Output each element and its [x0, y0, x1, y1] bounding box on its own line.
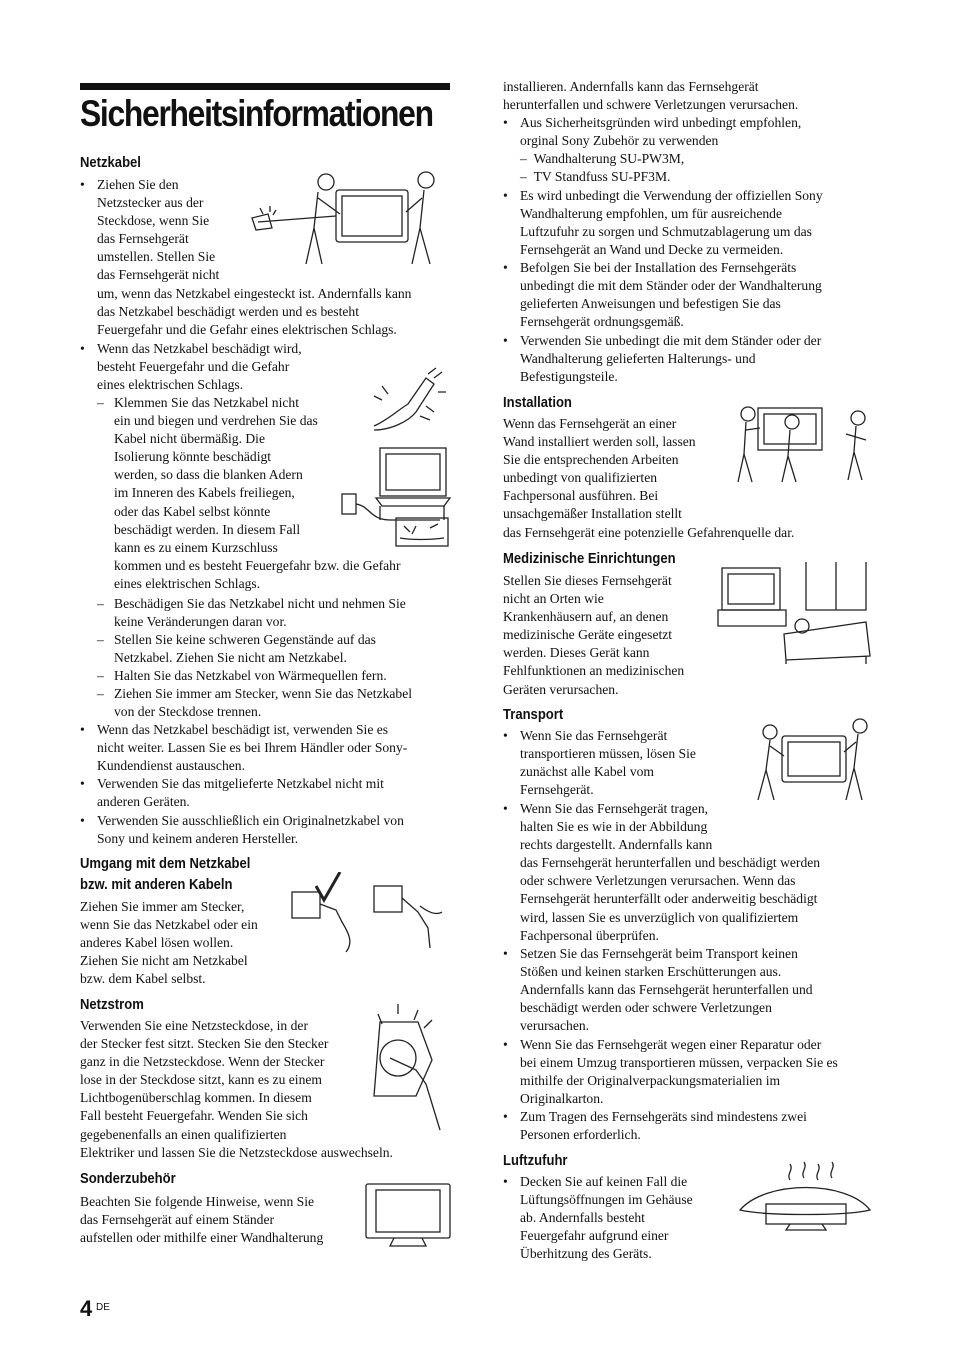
- line: der Stecker fest sitzt. Stecken Sie den Stecker: [80, 1036, 329, 1052]
- line: Krankenhäusern auf, an denen: [503, 609, 669, 625]
- line: Personen erforderlich.: [520, 1127, 641, 1143]
- line: Fachpersonal überprüfen.: [520, 927, 659, 943]
- transport-bullet-1: • Wenn Sie das Fernsehgerät transportieren müssen, lösen Sie zunächst alle Kabel vom Fernsehgerät.: [503, 727, 733, 799]
- line: Wandhalterung empfohlen, um für ausreichende: [520, 206, 782, 222]
- heading-sonder: Sonderzubehör: [80, 1171, 176, 1187]
- line: Luftzufuhr zu sorgen und Schmutzablagerung um das: [520, 224, 812, 240]
- line: Geräten verursachen.: [503, 681, 619, 697]
- line: Wenn Sie das Fernsehgerät wegen einer Reparatur oder: [520, 1037, 822, 1052]
- line: unsachgemäßer Installation stellt: [503, 506, 682, 522]
- transport-bullet-2: • Wenn Sie das Fernsehgerät tragen, halten Sie es wie in der Abbildung rechts dargestellt. Andernfalls kann das Fernsehgerät herunterfallen und beschädigt werden oder schwere Verletzungen verursachen. Wenn das Fernsehgerät herunterfällt oder anderweitig beschädigt wird, lassen Sie es unverzüglich von qualifiziertem Fachpersonal überprüfen.: [503, 800, 875, 945]
- line: zunächst alle Kabel vom: [520, 764, 654, 780]
- line: Lüftungsöffnungen im Gehäuse: [520, 1192, 693, 1208]
- page-lang: DE: [96, 1302, 110, 1313]
- transport-bullet-3: • Setzen Sie das Fernsehgerät beim Transport keinen Stößen und keinen starken Erschütterungen aus. Andernfalls kann das Fernsehgerät herunterfallen und beschädigt werden oder schwere Verletzungen verursachen.: [503, 945, 875, 1035]
- line: medizinische Geräte eingesetzt: [503, 627, 673, 643]
- title-rule: [80, 83, 450, 90]
- line: bzw. dem Kabel selbst.: [80, 971, 206, 987]
- line: Feuergefahr und die Gefahr eines elektrischen Schlags.: [97, 322, 397, 338]
- line: installieren. Andernfalls kann das Fernsehgerät: [503, 79, 759, 94]
- line: anderen Geräten.: [97, 794, 190, 810]
- line: Befestigungsteile.: [520, 369, 618, 385]
- line: das Fernsehgerät eine potenzielle Gefahrenquelle dar.: [503, 524, 795, 540]
- line: Befolgen Sie bei der Installation des Fernsehgeräts: [520, 260, 797, 275]
- line: rechts dargestellt. Andernfalls kann: [520, 837, 713, 853]
- covered-tv-illustration: [736, 1160, 874, 1232]
- line: Beachten Sie folgende Hinweise, wenn Sie: [80, 1194, 315, 1209]
- netzkabel-bullet-4: • Verwenden Sie das mitgelieferte Netzkabel nicht mit anderen Geräten.: [80, 775, 452, 811]
- line: Zum Tragen des Fernsehgeräts sind mindestens zwei: [520, 1109, 807, 1124]
- sonder-text: [80, 1193, 370, 1247]
- sonder-dash-2: – TV Standfuss SU-PF3M.: [520, 169, 671, 185]
- line: Fehlfunktionen an medizinischen: [503, 663, 685, 679]
- line: Sony und keinem anderen Hersteller.: [97, 831, 299, 847]
- line: das Fernsehgerät auf einem Ständer: [80, 1212, 275, 1228]
- line: kann es zu einem Kurzschluss: [114, 539, 278, 555]
- line: Verwenden Sie ausschließlich ein Originalnetzkabel von: [97, 813, 404, 828]
- loose-socket-illustration: [360, 1000, 450, 1136]
- line: Netzstecker aus der: [97, 195, 204, 211]
- line: Fernsehgerät.: [520, 782, 594, 798]
- line: Andernfalls kann das Fernsehgerät herunterfallen und: [520, 982, 813, 998]
- sonder-bullet-2: • Es wird unbedingt die Verwendung der offiziellen Sony Wandhalterung empfohlen, um für ausreichende Luftzufuhr zu sorgen und Schmutzablagerung um das Fernsehgerät an Wand und Decke zu vermeiden.: [503, 187, 875, 259]
- line: Originalkarton.: [520, 1091, 604, 1107]
- line: Aus Sicherheitsgründen wird unbedingt empfohlen,: [520, 115, 802, 130]
- line: nicht weiter. Lassen Sie es bei Ihrem Händler oder Sony-: [97, 740, 408, 756]
- line: Ziehen Sie nicht am Netzkabel: [80, 953, 248, 969]
- line: lose in der Steckdose sitzt, kann es zu einem: [80, 1072, 322, 1088]
- tv-stand-illustration: [364, 1182, 452, 1250]
- page-title: Sicherheitsinformationen: [80, 93, 433, 134]
- line: Wandhalterung SU-PW3M,: [533, 151, 685, 167]
- line: herunterfallen und schwere Verletzungen verursachen.: [503, 97, 799, 113]
- line: Fall besteht Feuergefahr. Wenden Sie sich: [80, 1108, 308, 1124]
- line: Kabel nicht übermäßig. Die: [114, 431, 265, 447]
- heading-umgang-2: bzw. mit anderen Kabeln: [80, 877, 233, 893]
- line: TV Standfuss SU-PF3M.: [533, 169, 671, 185]
- line: Decken Sie auf keinen Fall die: [520, 1174, 688, 1189]
- line: eines elektrischen Schlags.: [97, 377, 244, 393]
- line: bei einem Umzug transportieren müssen, verpacken Sie es: [520, 1055, 838, 1071]
- heading-netzkabel: Netzkabel: [80, 155, 141, 171]
- line: das Fernsehgerät: [97, 231, 189, 247]
- line: Elektriker und lassen Sie die Netzsteckdose auswechseln.: [80, 1144, 393, 1160]
- heading-umgang-1: Umgang mit dem Netzkabel: [80, 856, 251, 872]
- umgang-text: [80, 898, 290, 988]
- hospital-illustration: [716, 560, 874, 666]
- line: Stellen Sie dieses Fernsehgerät: [503, 573, 672, 588]
- sonder-bullet-3: • Befolgen Sie bei der Installation des Fernsehgeräts unbedingt die mit dem Ständer oder der Wandhalterung gelieferten Anweisungen und befestigen Sie das Fernsehgerät ordnungsgemäß.: [503, 259, 875, 331]
- transport-illustration: [752, 716, 876, 802]
- line: Fernsehgerät herunterfällt oder anderweitig beschädigt: [520, 891, 818, 907]
- line: aufstellen oder mithilfe einer Wandhalterung: [80, 1230, 324, 1246]
- line: werden, so dass die blanken Adern: [114, 467, 303, 483]
- unplug-illustration: [290, 872, 450, 958]
- line: gegebenenfalls an einen qualifizierten: [80, 1126, 287, 1142]
- line: Verwenden Sie eine Netzsteckdose, in der: [80, 1018, 308, 1033]
- line: unbedingt die mit dem Ständer oder der Wandhalterung: [520, 278, 822, 294]
- transport-bullet-5: • Zum Tragen des Fernsehgeräts sind mindestens zwei Personen erforderlich.: [503, 1108, 875, 1144]
- line: umstellen. Stellen Sie: [97, 249, 216, 265]
- line: ab. Andernfalls besteht: [520, 1210, 645, 1226]
- line: oder schwere Verletzungen verursachen. Wenn das: [520, 873, 796, 889]
- line: besteht Feuergefahr und die Gefahr: [97, 359, 290, 375]
- carry-tv-illustration: [248, 168, 448, 268]
- line: Ziehen Sie immer am Stecker, wenn Sie das Netzkabel: [114, 686, 413, 701]
- netzkabel-dash-1: – Klemmen Sie das Netzkabel nicht ein und biegen und verdrehen Sie das Kabel nicht übermäßig. Die Isolierung könnte beschädigt werden, so dass die blanken Adern im Inneren des Kabels freiliegen, oder das Kabel selbst könnte beschädigt werden. In diesem Fall kann es zu einem Kurzschluss kommen und es besteht Feuergefahr bzw. die Gefahr eines elektrischen Schlags.: [97, 394, 457, 593]
- line: das Fernsehgerät nicht: [97, 267, 220, 283]
- line: im Inneren des Kabels freiliegen,: [114, 485, 295, 501]
- line: beschädigt werden. In diesem Fall: [114, 521, 301, 537]
- line: Fernsehgerät ordnungsgemäß.: [520, 314, 684, 330]
- heading-medizin: Medizinische Einrichtungen: [503, 551, 676, 567]
- line: ein und biegen und verdrehen Sie das: [114, 413, 318, 429]
- netzkabel-bullet-2: • Wenn das Netzkabel beschädigt wird, besteht Feuergefahr und die Gefahr eines elektrischen Schlags.: [80, 340, 340, 394]
- line: orginal Sony Zubehör zu verwenden: [520, 133, 719, 149]
- line: transportieren müssen, lösen Sie: [520, 746, 696, 762]
- wall-install-illustration: [724, 400, 876, 486]
- line: Klemmen Sie das Netzkabel nicht: [114, 395, 299, 410]
- line: Fernsehgerät an Wand und Decke zu vermeiden.: [520, 242, 784, 258]
- line: keine Veränderungen daran vor.: [114, 614, 287, 630]
- heading-installation: Installation: [503, 395, 572, 411]
- line: anderes Kabel lösen wollen.: [80, 935, 234, 951]
- heading-transport: Transport: [503, 707, 564, 723]
- line: Wenn Sie das Fernsehgerät: [520, 728, 668, 743]
- line: Wenn das Netzkabel beschädigt wird,: [97, 341, 302, 356]
- heading-luftzufuhr: Luftzufuhr: [503, 1153, 568, 1169]
- line: Überhitzung des Geräts.: [520, 1246, 652, 1262]
- line: Stellen Sie keine schweren Gegenstände auf das: [114, 632, 376, 647]
- line: das Netzkabel beschädigt werden und es besteht: [97, 304, 359, 320]
- line: Feuergefahr aufgrund einer: [520, 1228, 669, 1244]
- line: beschädigt werden oder schwere Verletzungen: [520, 1000, 772, 1016]
- sonder-dash-1: – Wandhalterung SU-PW3M,: [520, 151, 685, 167]
- line: nicht an Orten wie: [503, 591, 604, 607]
- line: Ziehen Sie immer am Stecker,: [80, 899, 245, 914]
- line: gelieferten Anweisungen und befestigen Sie das: [520, 296, 781, 312]
- line: unbedingt von qualifizierten: [503, 470, 658, 486]
- line: Isolierung könnte beschädigt: [114, 449, 272, 465]
- netzkabel-dash-5: – Ziehen Sie immer am Stecker, wenn Sie das Netzkabel von der Steckdose trennen.: [97, 685, 457, 721]
- line: ganz in die Netzsteckdose. Wenn der Stecker: [80, 1054, 325, 1070]
- line: Stößen und keinen starken Erschütterungen aus.: [520, 964, 782, 980]
- line: Sie die entsprechenden Arbeiten: [503, 452, 679, 468]
- page-number: 4: [80, 1296, 93, 1321]
- line: mithilfe der Originalverpackungsmaterialien im: [520, 1073, 781, 1089]
- line: Verwenden Sie unbedingt die mit dem Ständer oder der: [520, 333, 822, 348]
- tv-cable-pinch-illustration: [340, 446, 452, 550]
- line: von der Steckdose trennen.: [114, 704, 262, 720]
- luftzufuhr-bullet-1: • Decken Sie auf keinen Fall die Lüftungsöffnungen im Gehäuse ab. Andernfalls besteht Feuergefahr aufgrund einer Überhitzung des Geräts.: [503, 1173, 733, 1263]
- line: werden. Dieses Gerät kann: [503, 645, 650, 661]
- transport-bullet-4: • Wenn Sie das Fernsehgerät wegen einer Reparatur oder bei einem Umzug transportieren müssen, verpacken Sie es mithilfe der Originalverpackungsmaterialien im Originalkarton.: [503, 1036, 875, 1108]
- netzkabel-b1-cont: [97, 285, 457, 339]
- line: Wenn Sie das Fernsehgerät tragen,: [520, 801, 709, 816]
- sonder-cont: [503, 78, 875, 114]
- netzkabel-dash-4: – Halten Sie das Netzkabel von Wärmequellen fern.: [97, 667, 457, 685]
- line: Setzen Sie das Fernsehgerät beim Transport keinen: [520, 946, 798, 961]
- sonder-bullet-1: • Aus Sicherheitsgründen wird unbedingt empfohlen, orginal Sony Zubehör zu verwenden – Wandhalterung SU-PW3M, – TV Standfuss SU-PF3M.: [503, 114, 875, 186]
- medizin-text: [503, 572, 718, 699]
- line: kommen und es besteht Feuergefahr bzw. die Gefahr: [114, 557, 401, 573]
- line: Wand installiert werden soll, lassen: [503, 434, 696, 450]
- netzkabel-b1-text: [97, 176, 250, 285]
- netzkabel-dash-2: – Beschädigen Sie das Netzkabel nicht und nehmen Sie keine Veränderungen daran vor.: [97, 595, 457, 631]
- sonder-bullet-4: • Verwenden Sie unbedingt die mit dem Ständer oder der Wandhalterung gelieferten Halterungs- und Befestigungsteile.: [503, 332, 875, 386]
- line: eines elektrischen Schlags.: [114, 575, 261, 591]
- line: Halten Sie das Netzkabel von Wärmequellen fern.: [114, 668, 387, 683]
- line: wird, lassen Sie es unverzüglich von qualifiziertem: [520, 909, 799, 925]
- line: das Fernsehgerät herunterfallen und beschädigt werden: [520, 855, 821, 871]
- netzkabel-bullet-3: • Wenn das Netzkabel beschädigt ist, verwenden Sie es nicht weiter. Lassen Sie es bei Ihrem Händler oder Sony- Kundendienst austauschen.: [80, 721, 452, 775]
- line: Lichtbogenüberschlag kommen. In diesem: [80, 1090, 312, 1106]
- line: Ziehen Sie den: [97, 177, 179, 192]
- heading-netzstrom: Netzstrom: [80, 997, 144, 1013]
- line: um, wenn das Netzkabel eingesteckt ist. Andernfalls kann: [97, 286, 412, 301]
- line: Beschädigen Sie das Netzkabel nicht und nehmen Sie: [114, 596, 406, 611]
- line: Fachpersonal ausführen. Bei: [503, 488, 659, 504]
- line: Es wird unbedingt die Verwendung der offiziellen Sony: [520, 188, 823, 203]
- line: oder das Kabel selbst könnte: [114, 503, 271, 519]
- line: Steckdose, wenn Sie: [97, 213, 210, 229]
- line: Wenn das Fernsehgerät an einer: [503, 416, 677, 431]
- line: Verwenden Sie das mitgelieferte Netzkabel nicht mit: [97, 776, 384, 791]
- netzkabel-bullet-1: • Ziehen Sie den Netzstecker aus der Steckdose, wenn Sie das Fernsehgerät umstellen. Stellen Sie das Fernsehgerät nicht: [80, 176, 250, 285]
- netzkabel-bullet-5: • Verwenden Sie ausschließlich ein Originalnetzkabel von Sony und keinem anderen Hersteller.: [80, 812, 452, 848]
- line: Kundendienst austauschen.: [97, 758, 245, 774]
- line: verursachen.: [520, 1018, 590, 1034]
- line: wenn Sie das Netzkabel oder ein: [80, 917, 258, 933]
- line: halten Sie es wie in der Abbildung: [520, 819, 708, 835]
- line: Wenn das Netzkabel beschädigt ist, verwenden Sie es: [97, 722, 389, 737]
- line: Wandhalterung gelieferten Halterungs- und: [520, 351, 756, 367]
- netzkabel-dash-3: – Stellen Sie keine schweren Gegenstände auf das Netzkabel. Ziehen Sie nicht am Netzkabel.: [97, 631, 457, 667]
- line: Netzkabel. Ziehen Sie nicht am Netzkabel.: [114, 650, 347, 666]
